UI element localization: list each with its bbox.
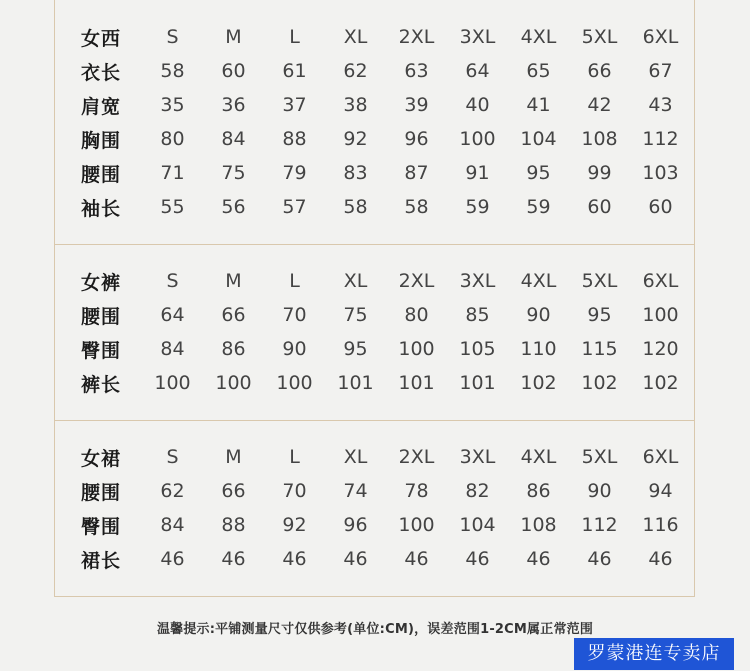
measure-value: 65	[526, 60, 551, 82]
size-label: L	[289, 270, 300, 292]
measure-value: 101	[337, 372, 374, 394]
measure-value: 58	[343, 196, 368, 218]
size-label: 2XL	[398, 26, 435, 48]
measure-value: 88	[221, 514, 246, 536]
measure-value: 105	[459, 338, 496, 360]
measure-value: 64	[160, 304, 185, 326]
measure-value: 84	[160, 514, 185, 536]
measure-value: 86	[221, 338, 246, 360]
measure-value: 120	[642, 338, 679, 360]
measure-value: 112	[642, 128, 679, 150]
measure-value: 108	[520, 514, 557, 536]
measure-value: 108	[581, 128, 618, 150]
measure-value: 56	[221, 196, 246, 218]
measure-value: 40	[465, 94, 490, 116]
measure-value: 101	[398, 372, 435, 394]
measure-label: 腰围	[80, 163, 121, 186]
table-row	[60, 54, 691, 88]
measure-value: 57	[282, 196, 307, 218]
measure-value: 85	[465, 304, 490, 326]
size-label: S	[166, 446, 179, 468]
size-label: 2XL	[398, 270, 435, 292]
size-label: XL	[343, 26, 368, 48]
size-label: 3XL	[459, 26, 496, 48]
measure-value: 46	[221, 548, 246, 570]
size-label: 4XL	[520, 270, 557, 292]
measure-value: 82	[465, 480, 490, 502]
measure-value: 84	[221, 128, 246, 150]
measure-value: 100	[459, 128, 496, 150]
size-label: M	[225, 26, 242, 48]
measure-value: 75	[343, 304, 368, 326]
measure-value: 66	[221, 304, 246, 326]
measure-value: 90	[526, 304, 551, 326]
measure-value: 70	[282, 480, 307, 502]
measure-label: 腰围	[80, 481, 121, 504]
table-row	[60, 332, 691, 366]
measure-value: 104	[520, 128, 557, 150]
size-label: M	[225, 446, 242, 468]
measure-value: 100	[398, 338, 435, 360]
measure-value: 66	[587, 60, 612, 82]
measure-value: 42	[587, 94, 612, 116]
measure-value: 100	[215, 372, 252, 394]
table-row	[60, 474, 691, 508]
size-label: 6XL	[642, 270, 679, 292]
measure-value: 46	[526, 548, 551, 570]
measure-value: 100	[398, 514, 435, 536]
table-row	[60, 190, 691, 224]
measure-value: 94	[648, 480, 673, 502]
blazer-size-table	[60, 20, 691, 224]
measure-value: 59	[465, 196, 490, 218]
section-divider-2	[54, 420, 695, 421]
blazer-size-section	[54, 20, 695, 224]
size-label: 5XL	[581, 446, 618, 468]
measure-value: 80	[160, 128, 185, 150]
measure-value: 112	[581, 514, 618, 536]
measure-label: 裤长	[80, 373, 121, 396]
measure-label: 袖长	[80, 197, 121, 220]
size-label: L	[289, 26, 300, 48]
measure-label: 腰围	[80, 305, 121, 328]
measure-value: 80	[404, 304, 429, 326]
measure-value: 43	[648, 94, 673, 116]
measure-value: 59	[526, 196, 551, 218]
measure-value: 116	[642, 514, 679, 536]
measure-value: 62	[343, 60, 368, 82]
size-label: S	[166, 270, 179, 292]
size-label: M	[225, 270, 242, 292]
measure-value: 99	[587, 162, 612, 184]
size-label: 3XL	[459, 270, 496, 292]
measure-value: 115	[581, 338, 618, 360]
measure-value: 92	[343, 128, 368, 150]
measure-value: 100	[276, 372, 313, 394]
size-label: S	[166, 26, 179, 48]
measure-value: 90	[587, 480, 612, 502]
measure-value: 67	[648, 60, 673, 82]
size-label: 6XL	[642, 446, 679, 468]
size-label: XL	[343, 270, 368, 292]
measure-value: 37	[282, 94, 307, 116]
measure-value: 60	[587, 196, 612, 218]
measure-value: 70	[282, 304, 307, 326]
measure-value: 46	[648, 548, 673, 570]
measure-value: 110	[520, 338, 557, 360]
measure-value: 38	[343, 94, 368, 116]
measure-value: 87	[404, 162, 429, 184]
measure-value: 46	[160, 548, 185, 570]
size-label: 4XL	[520, 26, 557, 48]
size-label: 2XL	[398, 446, 435, 468]
measure-value: 96	[404, 128, 429, 150]
table-row	[60, 366, 691, 400]
table-row	[60, 156, 691, 190]
measure-label: 胸围	[80, 129, 121, 152]
measure-value: 96	[343, 514, 368, 536]
measure-value: 60	[221, 60, 246, 82]
measure-value: 102	[642, 372, 679, 394]
measure-value: 104	[459, 514, 496, 536]
measurement-note: 温馨提示:平铺测量尺寸仅供参考(单位:CM)，误差范围1-2CM属正常范围	[156, 622, 594, 637]
trousers-size-table	[60, 264, 691, 400]
table-row	[60, 542, 691, 576]
size-label: 3XL	[459, 446, 496, 468]
measure-value: 95	[343, 338, 368, 360]
measure-value: 39	[404, 94, 429, 116]
measure-value: 60	[648, 196, 673, 218]
measure-label: 衣长	[80, 61, 121, 84]
measure-value: 92	[282, 514, 307, 536]
size-label: 4XL	[520, 446, 557, 468]
section-title: 女西	[80, 27, 121, 50]
size-label: 5XL	[581, 270, 618, 292]
measure-value: 100	[642, 304, 679, 326]
measure-value: 95	[526, 162, 551, 184]
table-row	[60, 88, 691, 122]
measure-value: 95	[587, 304, 612, 326]
section-title: 女裙	[80, 447, 121, 470]
measure-value: 62	[160, 480, 185, 502]
measure-value: 66	[221, 480, 246, 502]
measure-value: 91	[465, 162, 490, 184]
skirt-size-table	[60, 440, 691, 576]
measure-value: 64	[465, 60, 490, 82]
measure-value: 102	[520, 372, 557, 394]
measure-value: 36	[221, 94, 246, 116]
measure-value: 88	[282, 128, 307, 150]
store-name-badge[interactable]: 罗蒙港连专卖店	[574, 638, 734, 670]
measure-label: 肩宽	[80, 95, 121, 118]
measure-value: 79	[282, 162, 307, 184]
table-header-row	[60, 440, 691, 474]
size-label: 6XL	[642, 26, 679, 48]
measure-label: 臀围	[80, 339, 121, 362]
skirt-size-section	[54, 440, 695, 576]
measure-label: 裙长	[80, 549, 121, 572]
measure-value: 46	[404, 548, 429, 570]
table-row	[60, 122, 691, 156]
measure-value: 84	[160, 338, 185, 360]
measure-value: 71	[160, 162, 185, 184]
measure-value: 83	[343, 162, 368, 184]
measure-value: 41	[526, 94, 551, 116]
table-header-row	[60, 264, 691, 298]
measure-value: 55	[160, 196, 185, 218]
size-label: L	[289, 446, 300, 468]
table-header-row	[60, 20, 691, 54]
size-label: 5XL	[581, 26, 618, 48]
measure-value: 46	[343, 548, 368, 570]
measure-value: 100	[154, 372, 191, 394]
measure-value: 58	[160, 60, 185, 82]
section-divider-1	[54, 244, 695, 245]
measure-value: 75	[221, 162, 246, 184]
trousers-size-section	[54, 264, 695, 400]
measure-value: 46	[465, 548, 490, 570]
measure-value: 35	[160, 94, 185, 116]
measure-value: 78	[404, 480, 429, 502]
table-row	[60, 298, 691, 332]
measure-value: 103	[642, 162, 679, 184]
size-label: XL	[343, 446, 368, 468]
measure-value: 46	[282, 548, 307, 570]
measure-value: 74	[343, 480, 368, 502]
measure-value: 61	[282, 60, 307, 82]
section-title: 女裤	[80, 271, 121, 294]
measure-value: 90	[282, 338, 307, 360]
measure-label: 臀围	[80, 515, 121, 538]
measure-value: 86	[526, 480, 551, 502]
measure-value: 101	[459, 372, 496, 394]
measure-value: 46	[587, 548, 612, 570]
measure-value: 63	[404, 60, 429, 82]
table-row	[60, 508, 691, 542]
measure-value: 102	[581, 372, 618, 394]
measure-value: 58	[404, 196, 429, 218]
